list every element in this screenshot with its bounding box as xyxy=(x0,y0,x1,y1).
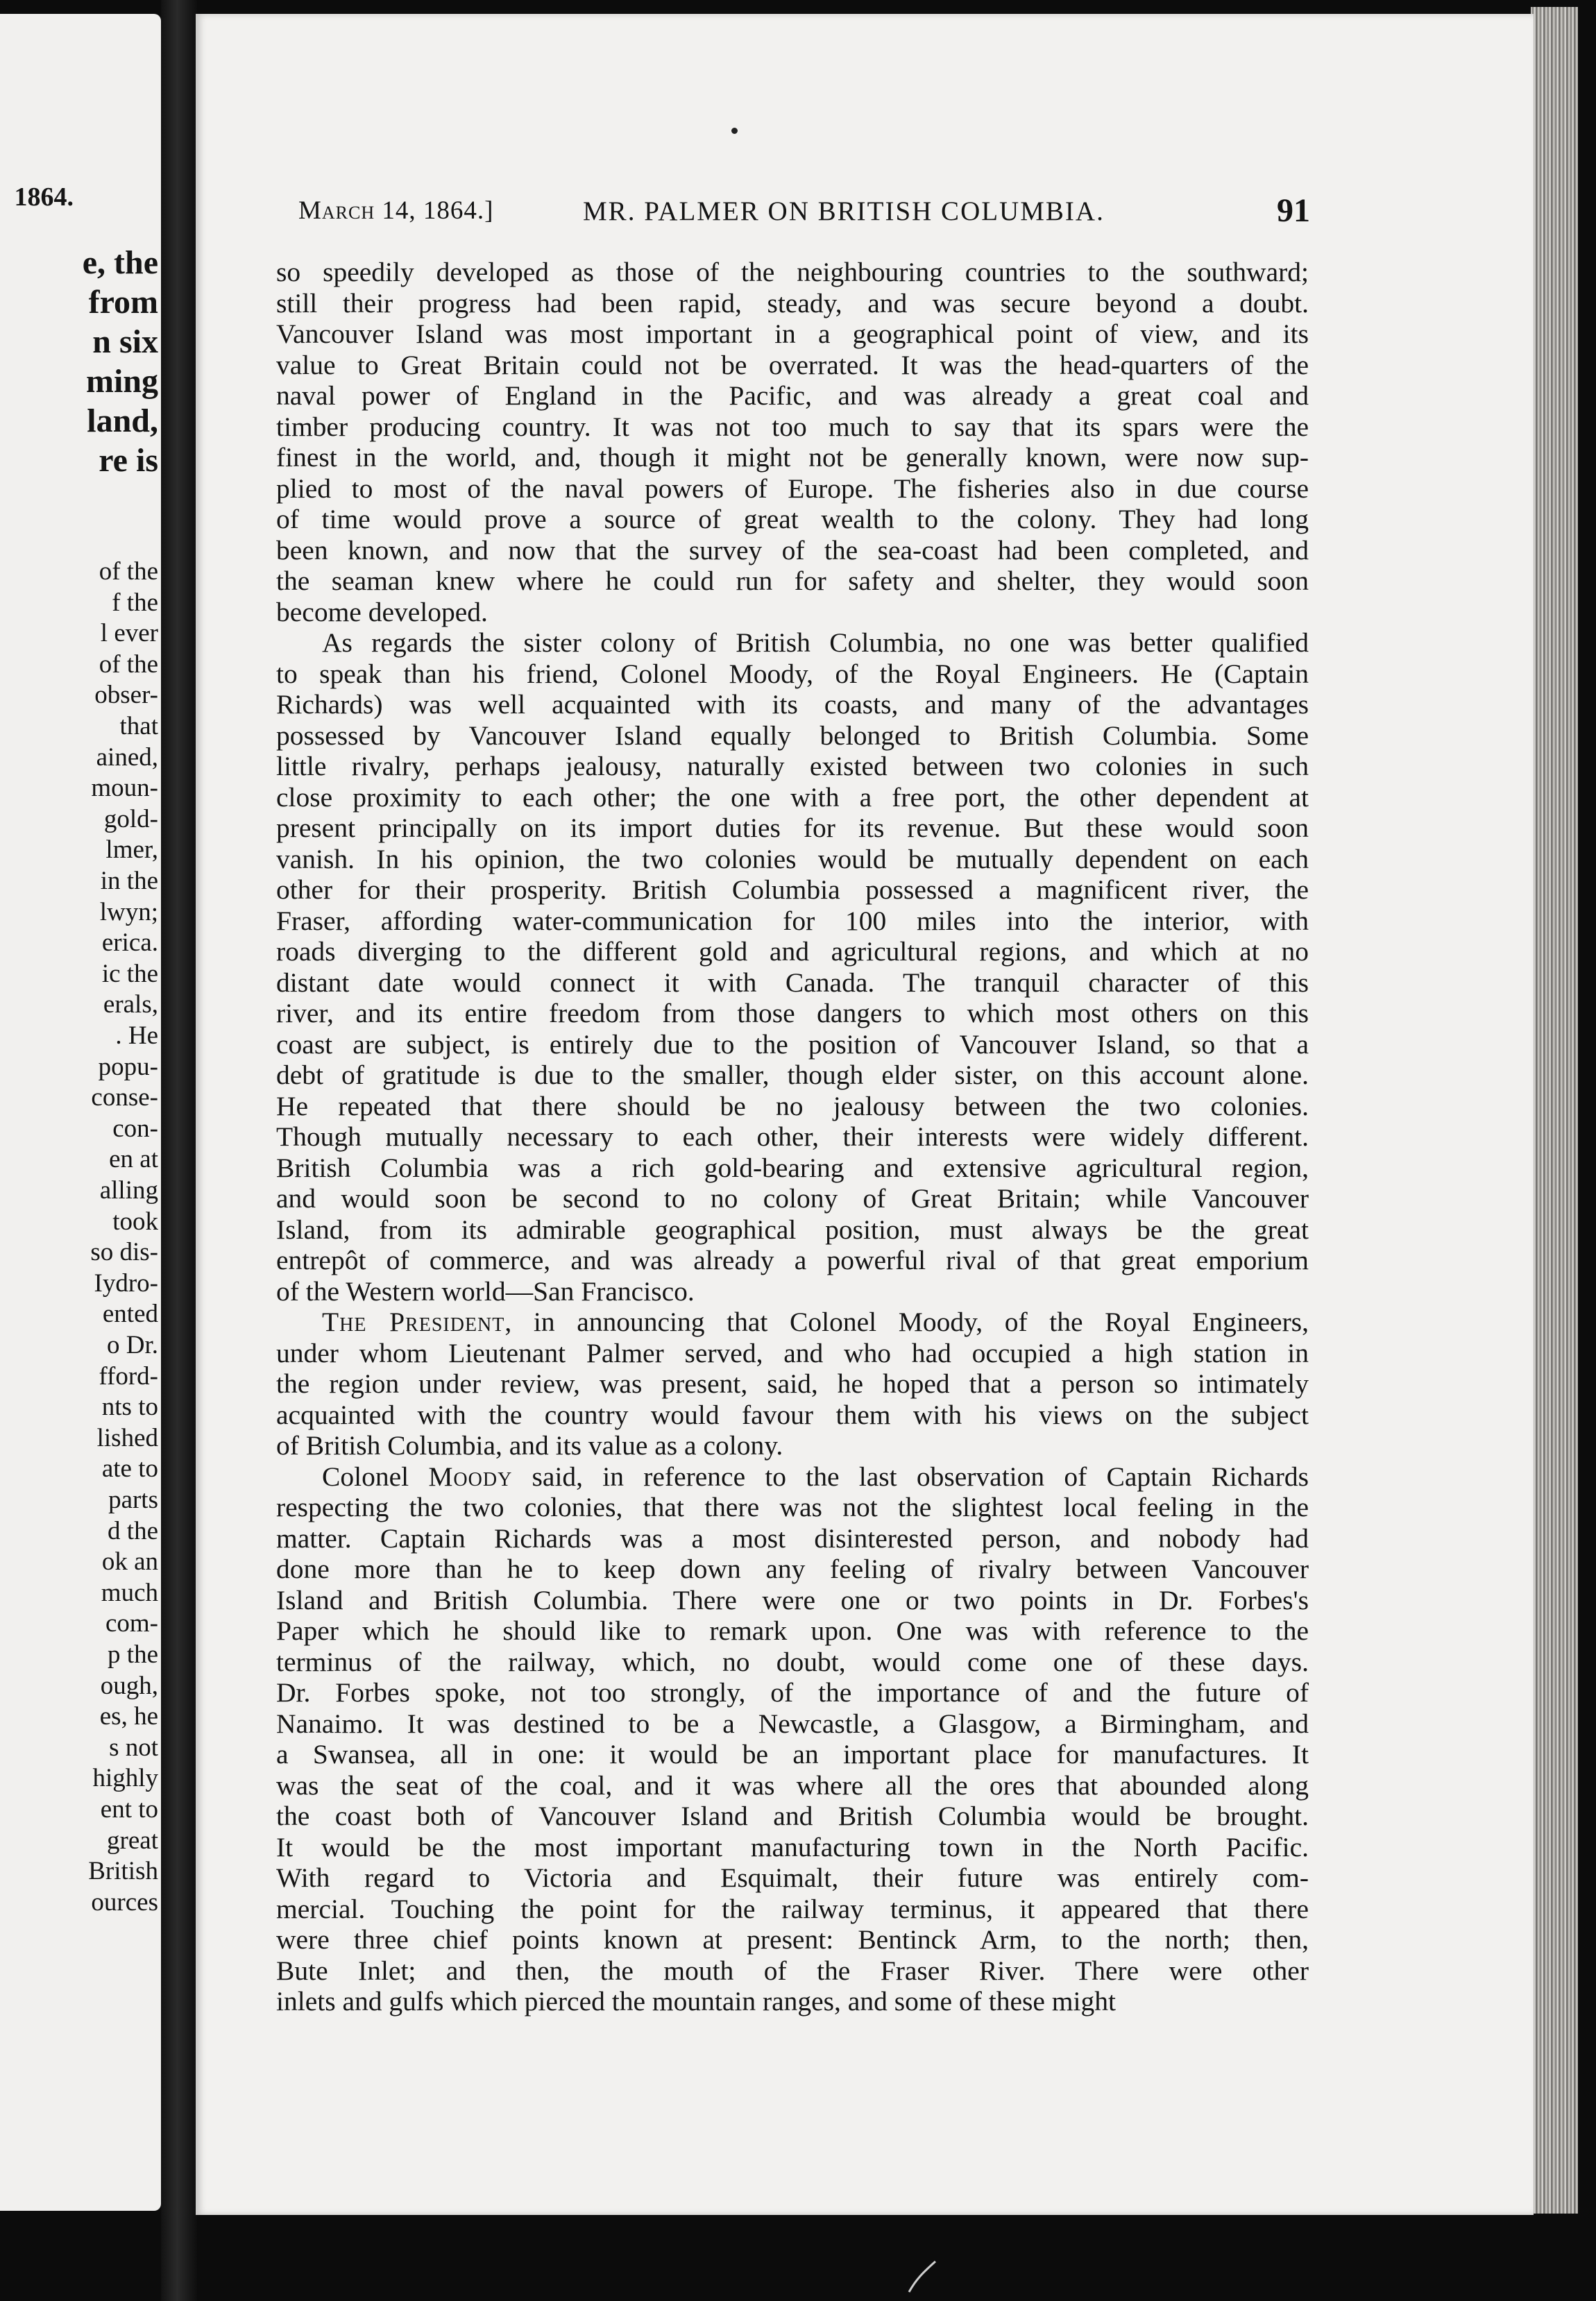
facing-page-line: much xyxy=(101,1578,158,1607)
facing-page-line: alling xyxy=(99,1176,158,1205)
text-line: been known, and now that the survey of the sea-coast had been completed, and xyxy=(276,534,1309,566)
facing-page-line: in the xyxy=(100,867,158,895)
facing-page-line: o Dr. xyxy=(107,1331,158,1359)
facing-page-line: that xyxy=(119,712,158,740)
text-line: the region under review, was present, said, he hoped that a person so intimately xyxy=(276,1368,1309,1399)
text-line: Dr. Forbes spoke, not too strongly, of the importance of and the future of xyxy=(276,1677,1309,1708)
text-line: timber producing country. It was not too much to say that its spars were the xyxy=(276,411,1309,442)
facing-page-header: 1864. xyxy=(14,182,74,212)
paragraph xyxy=(276,1307,1309,1461)
facing-page-line: erals, xyxy=(103,990,158,1019)
facing-page-line: ent to xyxy=(100,1795,158,1824)
text-line: Richards) was well acquainted with its coasts, and many of the advantages xyxy=(276,689,1309,720)
text-line: Paper which he should like to remark upon. One was with reference to the xyxy=(276,1615,1309,1646)
text-line: under whom Lieutenant Palmer served, and who had occupied a high station in xyxy=(276,1337,1309,1368)
facing-page-line: ough, xyxy=(100,1671,158,1700)
text-line: naval power of England in the Pacific, and was already a great coal and xyxy=(276,380,1309,411)
text-line: coast are subject, is entirely due to the position of Vancouver Island, so that a xyxy=(276,1028,1309,1060)
text-line: British Columbia was a rich gold-bearing and extensive agricultural region, xyxy=(276,1152,1309,1183)
facing-page-line: d the xyxy=(108,1516,158,1545)
text-line: Though mutually necessary to each other, their interests were widely different. xyxy=(276,1121,1309,1152)
facing-page-line: British xyxy=(88,1857,158,1886)
text-line: inlets and gulfs which pierced the mountain ranges, and some of these might xyxy=(276,1986,1116,2016)
facing-page-line: fford- xyxy=(99,1361,158,1391)
text-line: acquainted with the country would favour them with his views on the subject xyxy=(276,1399,1309,1430)
facing-page-line: p the xyxy=(108,1640,158,1669)
facing-page-line: f the xyxy=(112,588,158,617)
facing-page-line: ming xyxy=(85,363,158,400)
text-line: plied to most of the naval powers of Europe. The fisheries also in due course xyxy=(276,473,1309,504)
paragraph xyxy=(276,1461,1309,2017)
facing-page-line: gold- xyxy=(103,804,158,833)
page-number: 91 xyxy=(1277,192,1310,229)
text-line: of the Western world—San Francisco. xyxy=(276,1275,695,1307)
text-line: terminus of the railway, which, no doubt, would come one of these days. xyxy=(276,1646,1309,1677)
text-line: distant date would connect it with Canada. The tranquil character of this xyxy=(276,967,1309,998)
text-line: matter. Captain Richards was a most disinterested person, and nobody had xyxy=(276,1522,1309,1554)
text-line: He repeated that there should be no jealousy between the two colonies. xyxy=(276,1090,1309,1121)
facing-page-line: erica. xyxy=(101,928,158,958)
text-line: river, and its entire freedom from those dangers to which most others on this xyxy=(276,998,1309,1028)
facing-page-line: of the xyxy=(99,557,158,586)
text-line: Bute Inlet; and then, the mouth of the Fraser River. There were other xyxy=(276,1955,1309,1986)
facing-page-line: lwyn; xyxy=(99,897,158,926)
facing-page-line: . He xyxy=(115,1021,158,1050)
text-line: As regards the sister colony of British Columbia, no one was better qualified xyxy=(322,627,1309,658)
text-line: was the seat of the coal, and it was where all the ores that abounded along xyxy=(276,1769,1309,1801)
facing-page-line: popu- xyxy=(98,1052,158,1081)
facing-page-line: highly xyxy=(92,1764,158,1793)
text-line: and would soon be second to no colony of Great Britain; while Vancouver xyxy=(276,1183,1309,1214)
facing-page-line: ources xyxy=(91,1887,158,1917)
facing-page-line: so dis- xyxy=(90,1238,158,1267)
text-line: debt of gratitude is due to the smaller, though elder sister, on this account alone. xyxy=(276,1060,1309,1090)
line-text: said, in reference to the last observation of Captain Richards xyxy=(512,1461,1309,1492)
text-line: finest in the world, and, though it might not be generally known, were now sup- xyxy=(276,442,1309,473)
facing-page-line: nts to xyxy=(101,1393,158,1422)
facing-page-line: lmer, xyxy=(105,835,158,865)
text-line: close proximity to each other; the one with a free port, the other dependent at xyxy=(276,781,1309,813)
text-line: to speak than his friend, Colonel Moody, of the Royal Engineers. He (Captain xyxy=(276,658,1309,689)
facing-page-line: com- xyxy=(105,1609,158,1638)
facing-page-line: ented xyxy=(102,1300,158,1329)
text-line: possessed by Vancouver Island equally belonged to British Columbia. Some xyxy=(276,720,1309,751)
text-line xyxy=(276,1307,1309,1338)
text-line: vanish. In his opinion, the two colonies would be mutually dependent on each xyxy=(276,843,1309,874)
text-line: mercial. Touching the point for the railway terminus, it appeared that there xyxy=(276,1893,1309,1924)
text-line: were three chief points known at present: Bentinck Arm, to the north; then, xyxy=(276,1924,1309,1955)
text-line: of British Columbia, and its value as a colony. xyxy=(276,1430,783,1461)
facing-page-line: from xyxy=(88,284,158,321)
facing-page-line: obser- xyxy=(94,681,158,710)
text-line: roads diverging to the different gold and agricultural regions, and which at no xyxy=(276,936,1309,967)
text-line: a Swansea, all in one: it would be an important place for manufactures. It xyxy=(276,1739,1309,1769)
text-line: little rivalry, perhaps jealousy, naturally existed between two colonies in such xyxy=(276,751,1309,781)
speaker-prefix: Colonel xyxy=(322,1461,429,1492)
page-edges xyxy=(1531,7,1578,2214)
speaker-name: Moody xyxy=(428,1461,513,1492)
facing-page-line: took xyxy=(112,1207,158,1236)
text-line: other for their prosperity. British Columbia possessed a magnificent river, the xyxy=(276,874,1309,905)
text-line: the seaman knew where he could run for safety and shelter, they would soon xyxy=(276,566,1309,596)
header-date: March 14, 1864.] xyxy=(298,196,494,225)
print-speck xyxy=(731,128,738,134)
facing-page-line: Iydro- xyxy=(94,1268,158,1298)
text-line: entrepôt of commerce, and was already a powerful rival of that great emporium xyxy=(276,1245,1309,1275)
facing-page-line: re is xyxy=(99,442,158,479)
header-title: MR. PALMER ON BRITISH COLUMBIA. xyxy=(583,196,1105,226)
facing-page-line: e, the xyxy=(82,244,158,281)
speaker-name: The President xyxy=(322,1307,505,1337)
facing-page-line: es, he xyxy=(99,1702,158,1731)
text-line: the coast both of Vancouver Island and British Columbia would be brought. xyxy=(276,1801,1309,1831)
running-head xyxy=(298,192,1339,237)
text-line: With regard to Victoria and Esquimalt, their future was entirely com- xyxy=(276,1862,1309,1893)
facing-page-line: s not xyxy=(109,1733,158,1762)
facing-page-line: lished xyxy=(96,1423,158,1452)
text-line: so speedily developed as those of the neighbouring countries to the southward; xyxy=(276,257,1309,287)
text-line xyxy=(276,1461,1309,1493)
text-line: Vancouver Island was most important in a geographical point of view, and its xyxy=(276,319,1309,349)
text-line: Fraser, affording water-communication for 100 miles into the interior, with xyxy=(276,905,1309,936)
text-line: present principally on its import duties for its revenue. But these would soon xyxy=(276,813,1309,843)
text-line: Nanaimo. It was destined to be a Newcastle, a Glasgow, a Birmingham, and xyxy=(276,1708,1309,1739)
bottom-ink-mark xyxy=(902,2259,944,2293)
text-line: value to Great Britain could not be overrated. It was the head-quarters of the xyxy=(276,349,1309,380)
text-line: done more than he to keep down any feeling of rivalry between Vancouver xyxy=(276,1554,1309,1584)
facing-page-line: ok an xyxy=(101,1547,158,1577)
facing-page-line: land, xyxy=(87,402,158,439)
paragraph xyxy=(276,627,1309,1307)
book-gutter xyxy=(161,0,197,2301)
paragraph xyxy=(276,257,1309,627)
article-body xyxy=(276,257,1309,2017)
facing-page-line: ic the xyxy=(101,959,158,988)
text-line: become developed. xyxy=(276,596,488,627)
text-line: of time would prove a source of great wealth to the colony. They had long xyxy=(276,504,1309,534)
text-line: still their progress had been rapid, steady, and was secure beyond a doubt. xyxy=(276,287,1309,319)
facing-page-line: con- xyxy=(112,1114,158,1143)
facing-page-line: ate to xyxy=(101,1454,158,1484)
facing-page-line: great xyxy=(107,1826,158,1855)
line-text: , in announcing that Colonel Moody, of the Royal Engineers, xyxy=(504,1307,1309,1337)
facing-page-line: conse- xyxy=(91,1083,158,1112)
facing-page-line: n six xyxy=(92,323,158,360)
text-line: Island and British Columbia. There were one or two points in Dr. Forbes's xyxy=(276,1584,1309,1615)
text-line: Island, from its admirable geographical position, must always be the great xyxy=(276,1214,1309,1245)
facing-page-left xyxy=(0,14,161,2211)
facing-page-line: l ever xyxy=(100,619,158,648)
facing-page-line: moun- xyxy=(91,774,158,803)
text-line: respecting the two colonies, that there was not the slightest local feeling in the xyxy=(276,1492,1309,1522)
facing-page-line: ained, xyxy=(96,742,158,772)
text-line: It would be the most important manufacturing town in the North Pacific. xyxy=(276,1831,1309,1862)
facing-page-line: en at xyxy=(109,1145,158,1174)
facing-page-line: of the xyxy=(99,649,158,679)
facing-page-line: parts xyxy=(108,1486,158,1514)
